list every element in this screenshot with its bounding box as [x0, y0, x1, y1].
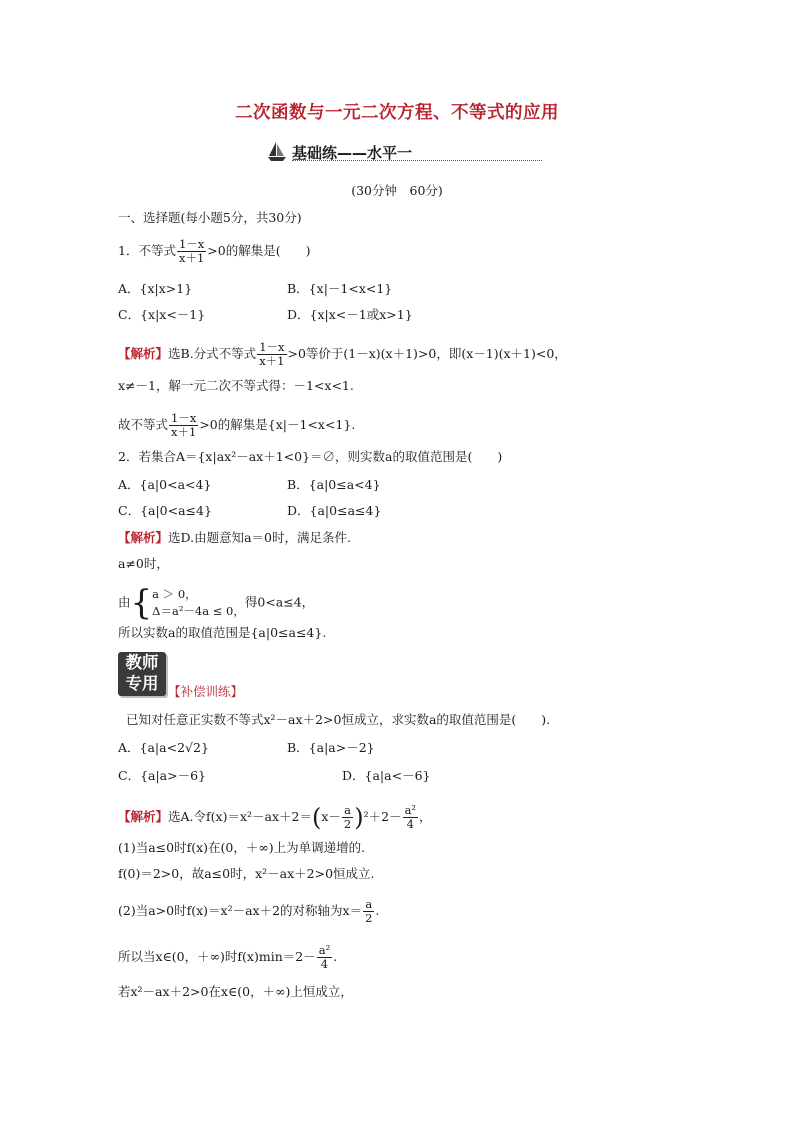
q1-suffix: >0的解集是( )	[207, 243, 311, 258]
q2-option-d: D．{a|0≤a≤4}	[287, 503, 382, 518]
supplement-option-c: C．{a|a>－6}	[118, 768, 207, 783]
analysis-label: 【解析】	[118, 809, 169, 824]
analysis-label: 【解析】	[118, 346, 169, 361]
q2-option-a: A．{a|0<a<4}	[118, 477, 212, 492]
q1-prefix: 1．不等式	[118, 243, 176, 258]
supplement-option-b: B．{a|a>－2}	[287, 740, 375, 755]
supplement-analysis-line-4: (2)当a>0时f(x)＝x²－ax＋2的对称轴为x＝ $\frac{a}{2}$ .	[118, 897, 380, 925]
q1-analysis-fraction-2: $\frac{1-x}{x+1}$	[171, 411, 197, 439]
supplement-stem: 已知对任意正实数不等式x²－ax＋2>0恒成立，求实数a的取值范围是( ).	[126, 712, 551, 727]
left-brace: {	[130, 583, 153, 623]
inequality-system: a ＞ 0， Δ＝a²－4a ≤ 0，	[152, 587, 245, 618]
section-heading-text: 基础练——水平一	[292, 144, 413, 162]
q2-analysis-line-3: 由{ a ＞ 0， Δ＝a²－4a ≤ 0， 得0<a≤4，	[118, 583, 315, 623]
section-divider	[292, 160, 542, 161]
page-title: 二次函数与一元二次方程、不等式的应用	[235, 103, 559, 123]
supplement-analysis-line-6: 若x²－ax＋2>0在x∈(0，＋∞)上恒成立，	[118, 984, 353, 999]
sailboat-icon	[266, 140, 288, 162]
q2-analysis-line-4: 所以实数a的取值范围是{a|0≤a≤4}.	[118, 625, 327, 640]
q1-analysis-line-2: x≠－1，解一元二次不等式得：－1<x<1.	[118, 378, 354, 393]
supplement-analysis-line-3: f(0)＝2>0，故a≤0时，x²－ax＋2>0恒成立.	[118, 866, 375, 881]
supplement-label: 【补偿训练】	[168, 684, 244, 699]
supplement-analysis-line-5: 所以当x∈(0，＋∞)时f(x)min＝2－ $\frac{\text{a²}}{4}$ .	[118, 943, 338, 971]
q2-option-b: B．{a|0≤a<4}	[287, 477, 381, 492]
time-note: (30分钟 60分)	[351, 183, 443, 198]
question-2-stem: 2．若集合A＝{x|ax²－ax＋1<0}＝∅，则实数a的取值范围是( )	[118, 449, 503, 464]
supplement-option-d: D．{a|a<－6}	[342, 768, 431, 783]
q1-option-d: D．{x|x<－1或x>1}	[287, 307, 413, 322]
q2-analysis-line-2: a≠0时，	[118, 556, 169, 571]
part-heading: 一、选择题(每小题5分，共30分)	[118, 210, 302, 225]
q1-option-c: C．{x|x<－1}	[118, 307, 206, 322]
a2-over-4-fraction: $\frac{\text{a²}}{4}$	[318, 943, 331, 971]
analysis-label: 【解析】	[118, 530, 169, 545]
q1-analysis-line-1: 【解析】选B.分式不等式 $\frac{1-x}{x+1}$ >0等价于(1－x)(x＋1)>0，即(x－1)(x＋1)<0，	[118, 340, 567, 368]
q1-analysis-line-3: 故不等式 $\frac{1-x}{x+1}$ >0的解集是{x|－1<x<1}.	[118, 411, 356, 439]
supplement-analysis-line-2: (1)当a≤0时f(x)在(0，＋∞)上为单调递增的.	[118, 840, 366, 855]
section-heading	[266, 140, 542, 162]
supplement-option-a: A．{a|a<2√2}	[118, 740, 209, 755]
q2-analysis-line-1: 【解析】选D.由题意知a＝0时，满足条件.	[118, 530, 351, 545]
a-over-2-fraction: $\frac{a}{2}$	[343, 803, 352, 831]
a2-over-4-fraction: $\frac{\text{a²}}{4}$	[404, 803, 417, 831]
supplement-analysis-line-1: 【解析】选A.令f(x)＝x²－ax＋2＝(x－ $\frac{a}{2}$ )²＋2－ $\frac{\text{a²}}{4}$ ，	[118, 803, 432, 832]
teacher-badge: 教师 专用	[118, 652, 166, 696]
q1-option-b: B．{x|－1<x<1}	[287, 281, 393, 296]
q1-fraction: $\frac{1-x}{x+1}$	[178, 237, 205, 265]
question-1-stem	[118, 238, 310, 265]
q1-analysis-fraction: $\frac{1-x}{x+1}$	[259, 340, 285, 368]
q1-option-a: A．{x|x>1}	[118, 281, 193, 296]
a-over-2-fraction: $\frac{a}{2}$	[365, 897, 373, 925]
q2-option-c: C．{a|0<a≤4}	[118, 503, 212, 518]
